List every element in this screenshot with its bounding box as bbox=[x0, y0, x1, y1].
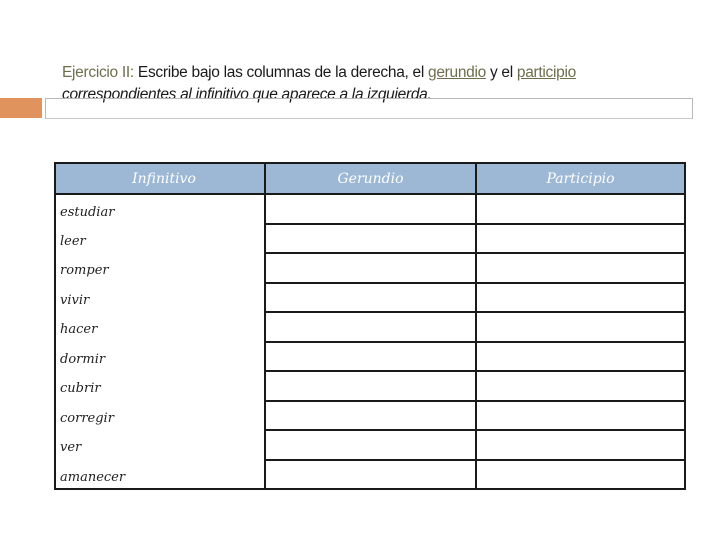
participio-cell[interactable] bbox=[476, 342, 684, 372]
table-row bbox=[56, 283, 684, 313]
header-infinitivo: Infinitivo bbox=[56, 164, 265, 194]
instruction-line-1 bbox=[62, 62, 702, 84]
gerundio-cell[interactable] bbox=[265, 371, 476, 401]
infinitivo-cell: cubrir bbox=[60, 381, 101, 397]
table-row bbox=[56, 194, 684, 224]
infinitivo-cell: hacer bbox=[60, 322, 98, 338]
infinitivo-cell: vivir bbox=[60, 292, 90, 308]
gerundio-link[interactable]: gerundio bbox=[428, 64, 486, 81]
decorative-rule bbox=[45, 98, 693, 119]
participio-cell[interactable] bbox=[476, 194, 684, 224]
gerundio-cell[interactable] bbox=[265, 342, 476, 372]
participio-cell[interactable] bbox=[476, 430, 684, 460]
table-row bbox=[56, 312, 684, 342]
instruction-part-1: Escribe bajo las columnas de la derecha, el bbox=[133, 64, 428, 81]
table-row bbox=[56, 371, 684, 401]
participio-cell[interactable] bbox=[476, 224, 684, 254]
gerundio-cell[interactable] bbox=[265, 401, 476, 431]
exercise-label: Ejercicio II: bbox=[62, 64, 134, 81]
table-row bbox=[56, 430, 684, 460]
infinitivo-cell: leer bbox=[60, 233, 86, 249]
header-gerundio: Gerundio bbox=[265, 164, 476, 194]
accent-block bbox=[0, 98, 42, 118]
infinitivo-cell: ver bbox=[60, 440, 82, 456]
gerundio-cell[interactable] bbox=[265, 312, 476, 342]
instruction-part-2: y el bbox=[485, 64, 517, 81]
table-row bbox=[56, 401, 684, 431]
table-row bbox=[56, 460, 684, 490]
verb-table bbox=[54, 162, 686, 490]
instruction-line-2: correspondientes al infinitivo que aparece a la izquierda. bbox=[62, 86, 432, 103]
infinitivo-cell: amanecer bbox=[60, 469, 126, 485]
infinitivo-cell: estudiar bbox=[60, 204, 115, 220]
table-row bbox=[56, 342, 684, 372]
table-header-row bbox=[56, 164, 684, 194]
participio-cell[interactable] bbox=[476, 253, 684, 283]
header-participio: Participio bbox=[476, 164, 684, 194]
participio-link[interactable]: participio bbox=[516, 64, 576, 81]
participio-cell[interactable] bbox=[476, 460, 684, 490]
gerundio-cell[interactable] bbox=[265, 253, 476, 283]
gerundio-cell[interactable] bbox=[265, 194, 476, 224]
gerundio-cell[interactable] bbox=[265, 430, 476, 460]
gerundio-cell[interactable] bbox=[265, 283, 476, 313]
infinitivo-cell: corregir bbox=[60, 410, 114, 426]
verb-table-grid bbox=[56, 164, 684, 489]
infinitivo-cell: dormir bbox=[60, 351, 106, 367]
participio-cell[interactable] bbox=[476, 312, 684, 342]
table-row bbox=[56, 253, 684, 283]
gerundio-cell[interactable] bbox=[265, 460, 476, 490]
gerundio-cell[interactable] bbox=[265, 224, 476, 254]
participio-cell[interactable] bbox=[476, 371, 684, 401]
table-row bbox=[56, 224, 684, 254]
participio-cell[interactable] bbox=[476, 401, 684, 431]
participio-cell[interactable] bbox=[476, 283, 684, 313]
infinitivo-cell: romper bbox=[60, 263, 109, 279]
